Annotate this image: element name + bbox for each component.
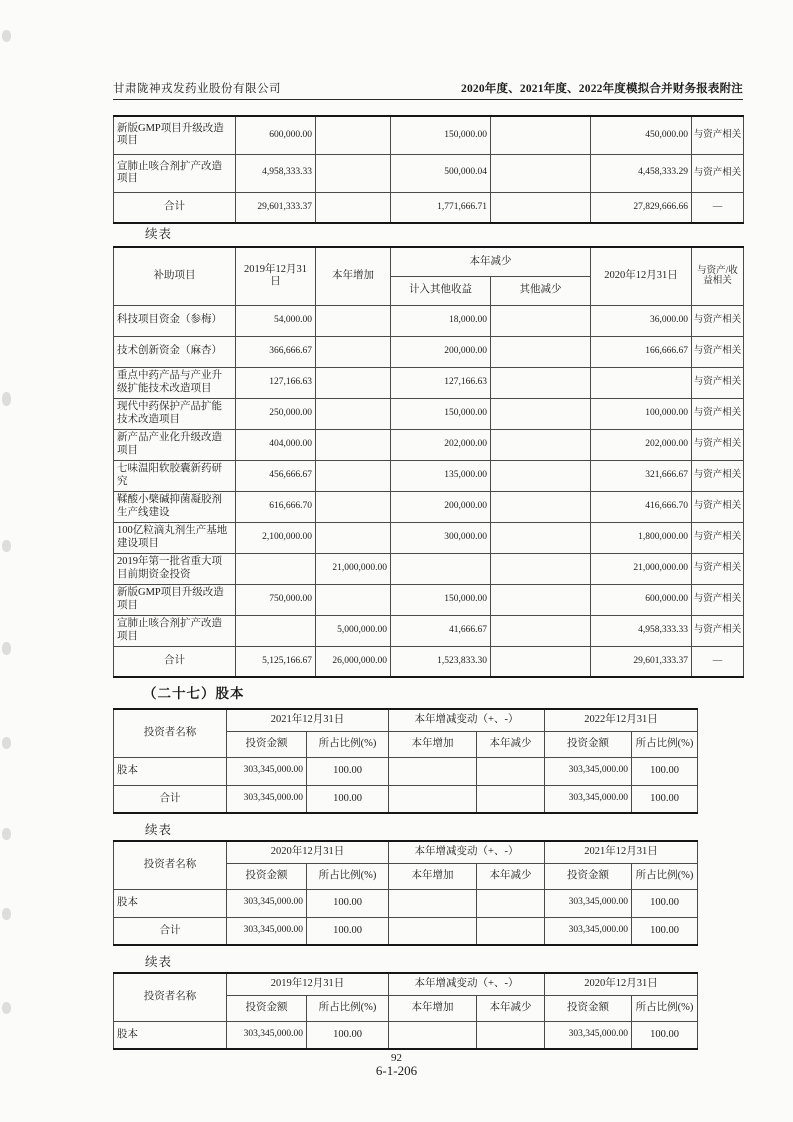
col-header-change: 本年增减变动（+、-） [389,841,545,863]
cell-project: 新产品产业化升级改造项目 [114,429,236,460]
continuation-label: 续表 [145,227,173,241]
cell-related: — [692,646,744,677]
table-row-total [114,646,744,677]
col-header-amount: 投资金额 [227,863,307,889]
col-header-add: 本年增加 [389,995,477,1021]
cell-other-dec [491,584,591,615]
cell-begin: 4,958,333.33 [236,154,316,192]
equity-table-2021-2022 [113,708,698,814]
company-name: 甘肃陇神戎发药业股份有限公司 [113,83,281,95]
equity-table-2019-2020 [113,972,698,1050]
cell-begin: 600,000.00 [236,116,316,154]
scan-artifact [2,392,11,406]
cell-to-income [391,553,491,584]
cell-end: 29,601,333.37 [591,646,692,677]
equity-table-2020-2021 [113,840,698,946]
col-header-begin-date: 2019年12月31日 [236,247,316,305]
cell-related: 与资产相关 [692,615,744,646]
table-row [114,553,744,584]
cell-add [316,192,391,223]
scan-artifact [2,828,11,840]
col-header-investor: 投资者名称 [114,709,227,757]
cell-project: 现代中药保护产品扩能技术改造项目 [114,398,236,429]
cell-amount: 303,345,000.00 [227,1021,307,1049]
col-header-decrease-group: 本年减少 [391,247,591,276]
col-header-related: 与资产/收益相关 [692,247,744,305]
page-header [113,80,743,100]
cell-end: 202,000.00 [591,429,692,460]
cell-end: 4,958,333.33 [591,615,692,646]
scan-artifact [2,30,11,42]
table-row [114,757,698,785]
col-header-amount: 投资金额 [545,995,632,1021]
cell-end: 416,666.70 [591,491,692,522]
cell-ratio: 100.00 [307,785,389,813]
cell-amount: 303,345,000.00 [227,757,307,785]
col-header-begin-period: 2021年12月31日 [227,709,389,731]
cell-amount: 303,345,000.00 [227,917,307,945]
col-header-project: 补助项目 [114,247,236,305]
cell-end: 100,000.00 [591,398,692,429]
cell-ratio: 100.00 [307,1021,389,1049]
cell-dec [477,917,545,945]
cell-other-dec [491,615,591,646]
col-header-add: 本年增加 [389,731,477,757]
col-header-end-period: 2020年12月31日 [545,973,698,995]
cell-other-dec [491,553,591,584]
cell-investor: 合计 [114,785,227,813]
cell-project: 100亿粒滴丸剂生产基地建设项目 [114,522,236,553]
cell-related: 与资产相关 [692,154,744,192]
cell-related: — [692,192,744,223]
cell-other-dec [491,367,591,398]
cell-ratio: 100.00 [307,889,389,917]
cell-ratio: 100.00 [632,757,698,785]
cell-project: 七味温阳软胶囊新药研究 [114,460,236,491]
scan-artifact [2,908,11,920]
document-code: 6-1-206 [375,1063,418,1079]
cell-dec [477,757,545,785]
col-header-investor: 投资者名称 [114,841,227,889]
col-header-dec: 本年减少 [477,995,545,1021]
table-row [114,305,744,336]
cell-other-dec [491,154,591,192]
col-header-other-decrease: 其他减少 [491,276,591,305]
col-header-dec: 本年减少 [477,863,545,889]
cell-ratio: 100.00 [632,785,698,813]
cell-project: 重点中药产品与产业升级扩能技术改造项目 [114,367,236,398]
cell-end: 321,666.67 [591,460,692,491]
cell-to-income: 135,000.00 [391,460,491,491]
table-row [114,889,698,917]
table-row [114,336,744,367]
col-header-ratio: 所占比例(%) [307,995,389,1021]
cell-other-dec [491,336,591,367]
cell-ratio: 100.00 [307,757,389,785]
col-header-ratio: 所占比例(%) [632,995,698,1021]
cell-begin: 29,601,333.37 [236,192,316,223]
cell-investor: 股本 [114,757,227,785]
table-row [114,584,744,615]
cell-to-income: 150,000.00 [391,584,491,615]
col-header-ratio: 所占比例(%) [632,731,698,757]
cell-end: 450,000.00 [591,116,692,154]
cell-add [316,522,391,553]
col-header-amount: 投资金额 [227,995,307,1021]
cell-begin: 54,000.00 [236,305,316,336]
cell-begin: 366,666.67 [236,336,316,367]
cell-add [316,116,391,154]
cell-investor: 合计 [114,917,227,945]
cell-related: 与资产相关 [692,553,744,584]
cell-related: 与资产相关 [692,460,744,491]
table-row [114,522,744,553]
cell-begin: 127,166.63 [236,367,316,398]
table-row [114,154,744,192]
col-header-add: 本年增加 [316,247,391,305]
cell-other-dec [491,305,591,336]
cell-related: 与资产相关 [692,491,744,522]
cell-related: 与资产相关 [692,336,744,367]
scan-artifact [2,737,11,749]
cell-to-income: 500,000.04 [391,154,491,192]
cell-add [316,429,391,460]
subsidy-table [113,246,744,678]
table-row-total [114,917,698,945]
cell-other-dec [491,522,591,553]
col-header-add: 本年增加 [389,863,477,889]
cell-amount: 303,345,000.00 [545,1021,632,1049]
cell-to-income: 1,523,833.30 [391,646,491,677]
cell-end: 166,666.67 [591,336,692,367]
cell-end [591,367,692,398]
cell-to-income: 18,000.00 [391,305,491,336]
cell-to-income: 41,666.67 [391,615,491,646]
cell-other-dec [491,192,591,223]
carryover-table [113,115,744,224]
scan-artifact [2,642,11,655]
cell-project: 技术创新资金（麻杏） [114,336,236,367]
header-row [114,709,698,731]
cell-add [316,398,391,429]
col-header-ratio: 所占比例(%) [632,863,698,889]
cell-add [316,154,391,192]
table-row [114,615,744,646]
cell-begin: 250,000.00 [236,398,316,429]
col-header-change: 本年增减变动（+、-） [389,973,545,995]
cell-begin [236,615,316,646]
col-header-dec: 本年减少 [477,731,545,757]
cell-related: 与资产相关 [692,116,744,154]
cell-begin: 750,000.00 [236,584,316,615]
cell-dec [477,785,545,813]
cell-amount: 303,345,000.00 [545,917,632,945]
col-header-begin-period: 2020年12月31日 [227,841,389,863]
cell-ratio: 100.00 [307,917,389,945]
cell-add [316,491,391,522]
table-row-total [114,192,744,223]
cell-other-dec [491,460,591,491]
cell-amount: 303,345,000.00 [545,757,632,785]
cell-amount: 303,345,000.00 [227,889,307,917]
page-footer [0,1052,793,1078]
cell-to-income: 127,166.63 [391,367,491,398]
col-header-amount: 投资金额 [545,731,632,757]
cell-to-income: 150,000.00 [391,398,491,429]
cell-amount: 303,345,000.00 [545,889,632,917]
cell-to-income: 300,000.00 [391,522,491,553]
cell-end: 600,000.00 [591,584,692,615]
table-row [114,460,744,491]
header-row [114,841,698,863]
page-number: 92 [391,1052,402,1064]
cell-related: 与资产相关 [692,584,744,615]
cell-add [316,584,391,615]
cell-add [389,1021,477,1049]
cell-project: 鞣酸小檗碱抑菌凝胶剂生产线建设 [114,491,236,522]
col-header-amount: 投资金额 [545,863,632,889]
cell-end: 21,000,000.00 [591,553,692,584]
cell-project: 合计 [114,646,236,677]
table-row-total [114,785,698,813]
col-header-end-period: 2021年12月31日 [545,841,698,863]
cell-add: 21,000,000.00 [316,553,391,584]
cell-dec [477,889,545,917]
cell-begin: 404,000.00 [236,429,316,460]
table-row [114,398,744,429]
cell-begin: 5,125,166.67 [236,646,316,677]
cell-add [389,889,477,917]
cell-related: 与资产相关 [692,367,744,398]
cell-amount: 303,345,000.00 [227,785,307,813]
cell-other-dec [491,491,591,522]
col-header-ratio: 所占比例(%) [307,863,389,889]
cell-begin: 456,666.67 [236,460,316,491]
cell-investor: 股本 [114,1021,227,1049]
cell-project: 科技项目资金（参梅） [114,305,236,336]
cell-project: 宣肺止咳合剂扩产改造项目 [114,615,236,646]
cell-add [316,305,391,336]
scan-artifact [2,1002,11,1014]
cell-related: 与资产相关 [692,305,744,336]
report-title: 2020年度、2021年度、2022年度模拟合并财务报表附注 [461,83,743,95]
col-header-investor: 投资者名称 [114,973,227,1021]
cell-to-income: 200,000.00 [391,491,491,522]
cell-project: 新版GMP项目升级改造项目 [114,584,236,615]
cell-add [389,785,477,813]
cell-add [316,460,391,491]
col-header-amount: 投资金额 [227,731,307,757]
col-header-change: 本年增减变动（+、-） [389,709,545,731]
cell-to-income: 1,771,666.71 [391,192,491,223]
cell-add: 5,000,000.00 [316,615,391,646]
cell-other-dec [491,398,591,429]
cell-related: 与资产相关 [692,398,744,429]
scan-artifact [2,540,11,552]
cell-dec [477,1021,545,1049]
cell-end: 4,458,333.29 [591,154,692,192]
cell-ratio: 100.00 [632,1021,698,1049]
cell-to-income: 200,000.00 [391,336,491,367]
cell-to-income: 150,000.00 [391,116,491,154]
cell-project: 2019年第一批省重大项目前期资金投资 [114,553,236,584]
cell-add [316,336,391,367]
col-header-end-period: 2022年12月31日 [545,709,698,731]
cell-end: 36,000.00 [591,305,692,336]
col-header-end-date: 2020年12月31日 [591,247,692,305]
cell-amount: 303,345,000.00 [545,785,632,813]
cell-investor: 股本 [114,889,227,917]
cell-add: 26,000,000.00 [316,646,391,677]
continuation-label: 续表 [145,823,173,837]
cell-other-dec [491,116,591,154]
cell-end: 27,829,666.66 [591,192,692,223]
continuation-label: 续表 [145,955,173,969]
cell-begin [236,553,316,584]
cell-add [389,917,477,945]
table-row [114,116,744,154]
section-heading: （二十七）股本 [143,686,245,701]
header-row [114,973,698,995]
table-row [114,491,744,522]
cell-other-dec [491,429,591,460]
col-header-to-income: 计入其他收益 [391,276,491,305]
cell-begin: 2,100,000.00 [236,522,316,553]
cell-related: 与资产相关 [692,429,744,460]
col-header-begin-period: 2019年12月31日 [227,973,389,995]
cell-to-income: 202,000.00 [391,429,491,460]
cell-add [389,757,477,785]
cell-other-dec [491,646,591,677]
table-row [114,429,744,460]
cell-ratio: 100.00 [632,889,698,917]
cell-begin: 616,666.70 [236,491,316,522]
table-row [114,367,744,398]
col-header-ratio: 所占比例(%) [307,731,389,757]
table-row [114,1021,698,1049]
header-row [114,247,744,276]
cell-project: 合计 [114,192,236,223]
cell-add [316,367,391,398]
cell-ratio: 100.00 [632,917,698,945]
cell-project: 新版GMP项目升级改造项目 [114,116,236,154]
cell-related: 与资产相关 [692,522,744,553]
cell-end: 1,800,000.00 [591,522,692,553]
cell-project: 宣肺止咳合剂扩产改造项目 [114,154,236,192]
